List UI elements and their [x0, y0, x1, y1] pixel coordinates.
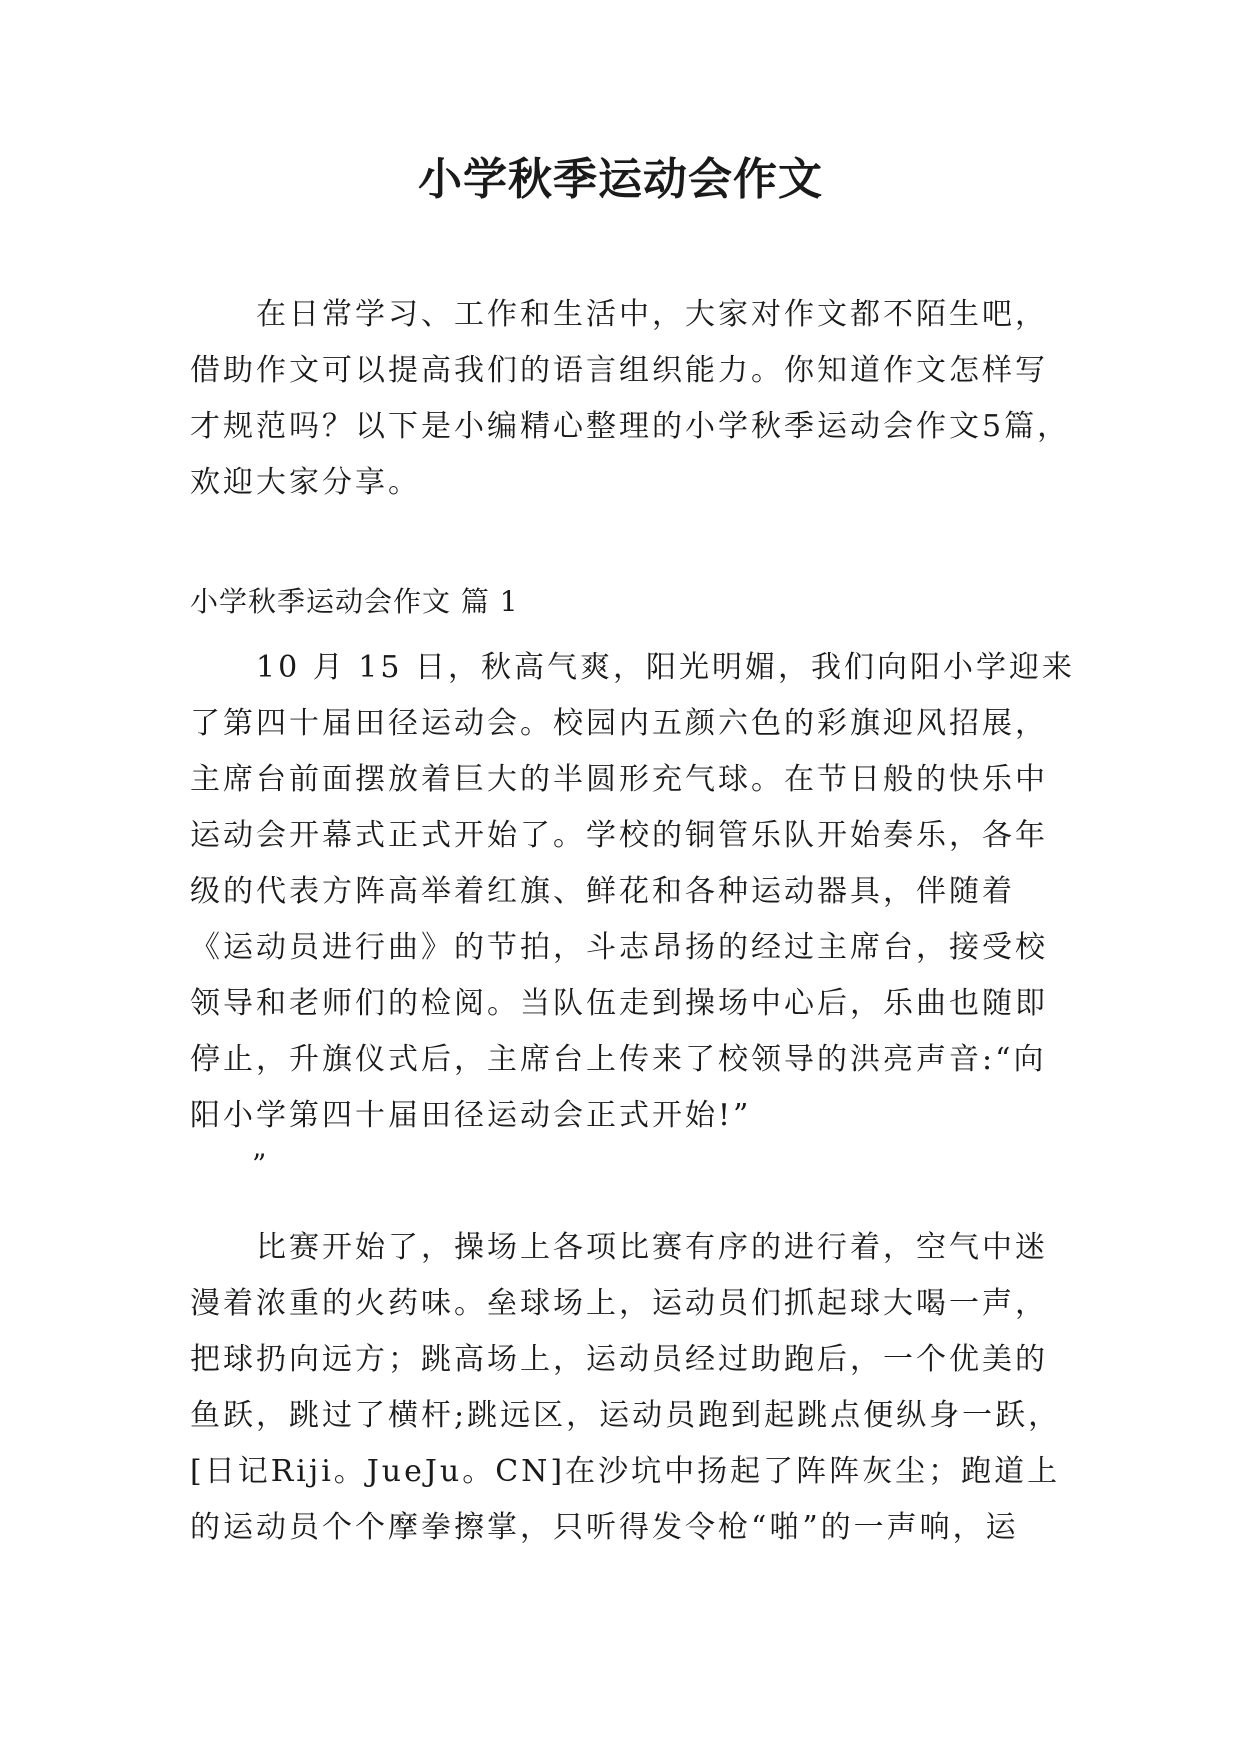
essay-paragraph-1	[190, 640, 1075, 1144]
section-heading: 小学秋季运动会作文 篇 1	[190, 585, 519, 618]
stray-quote-mark: ”	[252, 1148, 267, 1181]
paragraph-line: 领导和老师们的检阅。当队伍走到操场中心后，乐曲也随即	[190, 986, 1048, 1021]
paragraph-line: 10 月 15 日，秋高气爽，阳光明媚，我们向阳小学迎来	[256, 650, 1075, 685]
paragraph-line: 主席台前面摆放着巨大的半圆形充气球。在节日般的快乐中	[190, 762, 1048, 797]
intro-line: 借助作文可以提高我们的语言组织能力。你知道作文怎样写	[190, 353, 1048, 388]
paragraph-line: 级的代表方阵高举着红旗、鲜花和各种运动器具，伴随着	[190, 874, 1015, 909]
paragraph-line: 了第四十届田径运动会。校园内五颜六色的彩旗迎风招展，	[190, 706, 1048, 741]
paragraph-line: 阳小学第四十届田径运动会正式开始!”	[190, 1098, 752, 1133]
document-title: 小学秋季运动会作文	[418, 154, 823, 205]
paragraph-line: 《运动员进行曲》的节拍，斗志昂扬的经过主席台，接受校	[190, 930, 1048, 965]
paragraph-line: 把球扔向远方；跳高场上，运动员经过助跑后，一个优美的	[190, 1342, 1048, 1377]
paragraph-line: 停止，升旗仪式后，主席台上传来了校领导的洪亮声音:“向	[190, 1042, 1047, 1077]
essay-paragraph-2	[190, 1220, 1062, 1556]
paragraph-line: 鱼跃，跳过了横杆;跳远区，运动员跑到起跳点便纵身一跃，	[190, 1398, 1062, 1433]
intro-line: 欢迎大家分享。	[190, 465, 421, 500]
intro-paragraph	[190, 287, 1071, 511]
paragraph-line: 运动会开幕式正式开始了。学校的铜管乐队开始奏乐，各年	[190, 818, 1048, 853]
paragraph-line: 比赛开始了，操场上各项比赛有序的进行着，空气中迷	[256, 1230, 1048, 1265]
paragraph-line: 的运动员个个摩拳擦掌，只听得发令枪“啪”的一声响，运	[190, 1510, 1019, 1545]
intro-line: 在日常学习、工作和生活中，大家对作文都不陌生吧，	[256, 297, 1048, 332]
paragraph-line: 漫着浓重的火药味。垒球场上，运动员们抓起球大喝一声，	[190, 1286, 1048, 1321]
paragraph-line: [日记Riji。JueJu。CN]在沙坑中扬起了阵阵灰尘；跑道上	[190, 1454, 1061, 1489]
intro-line: 才规范吗？以下是小编精心整理的小学秋季运动会作文5篇，	[190, 409, 1071, 444]
